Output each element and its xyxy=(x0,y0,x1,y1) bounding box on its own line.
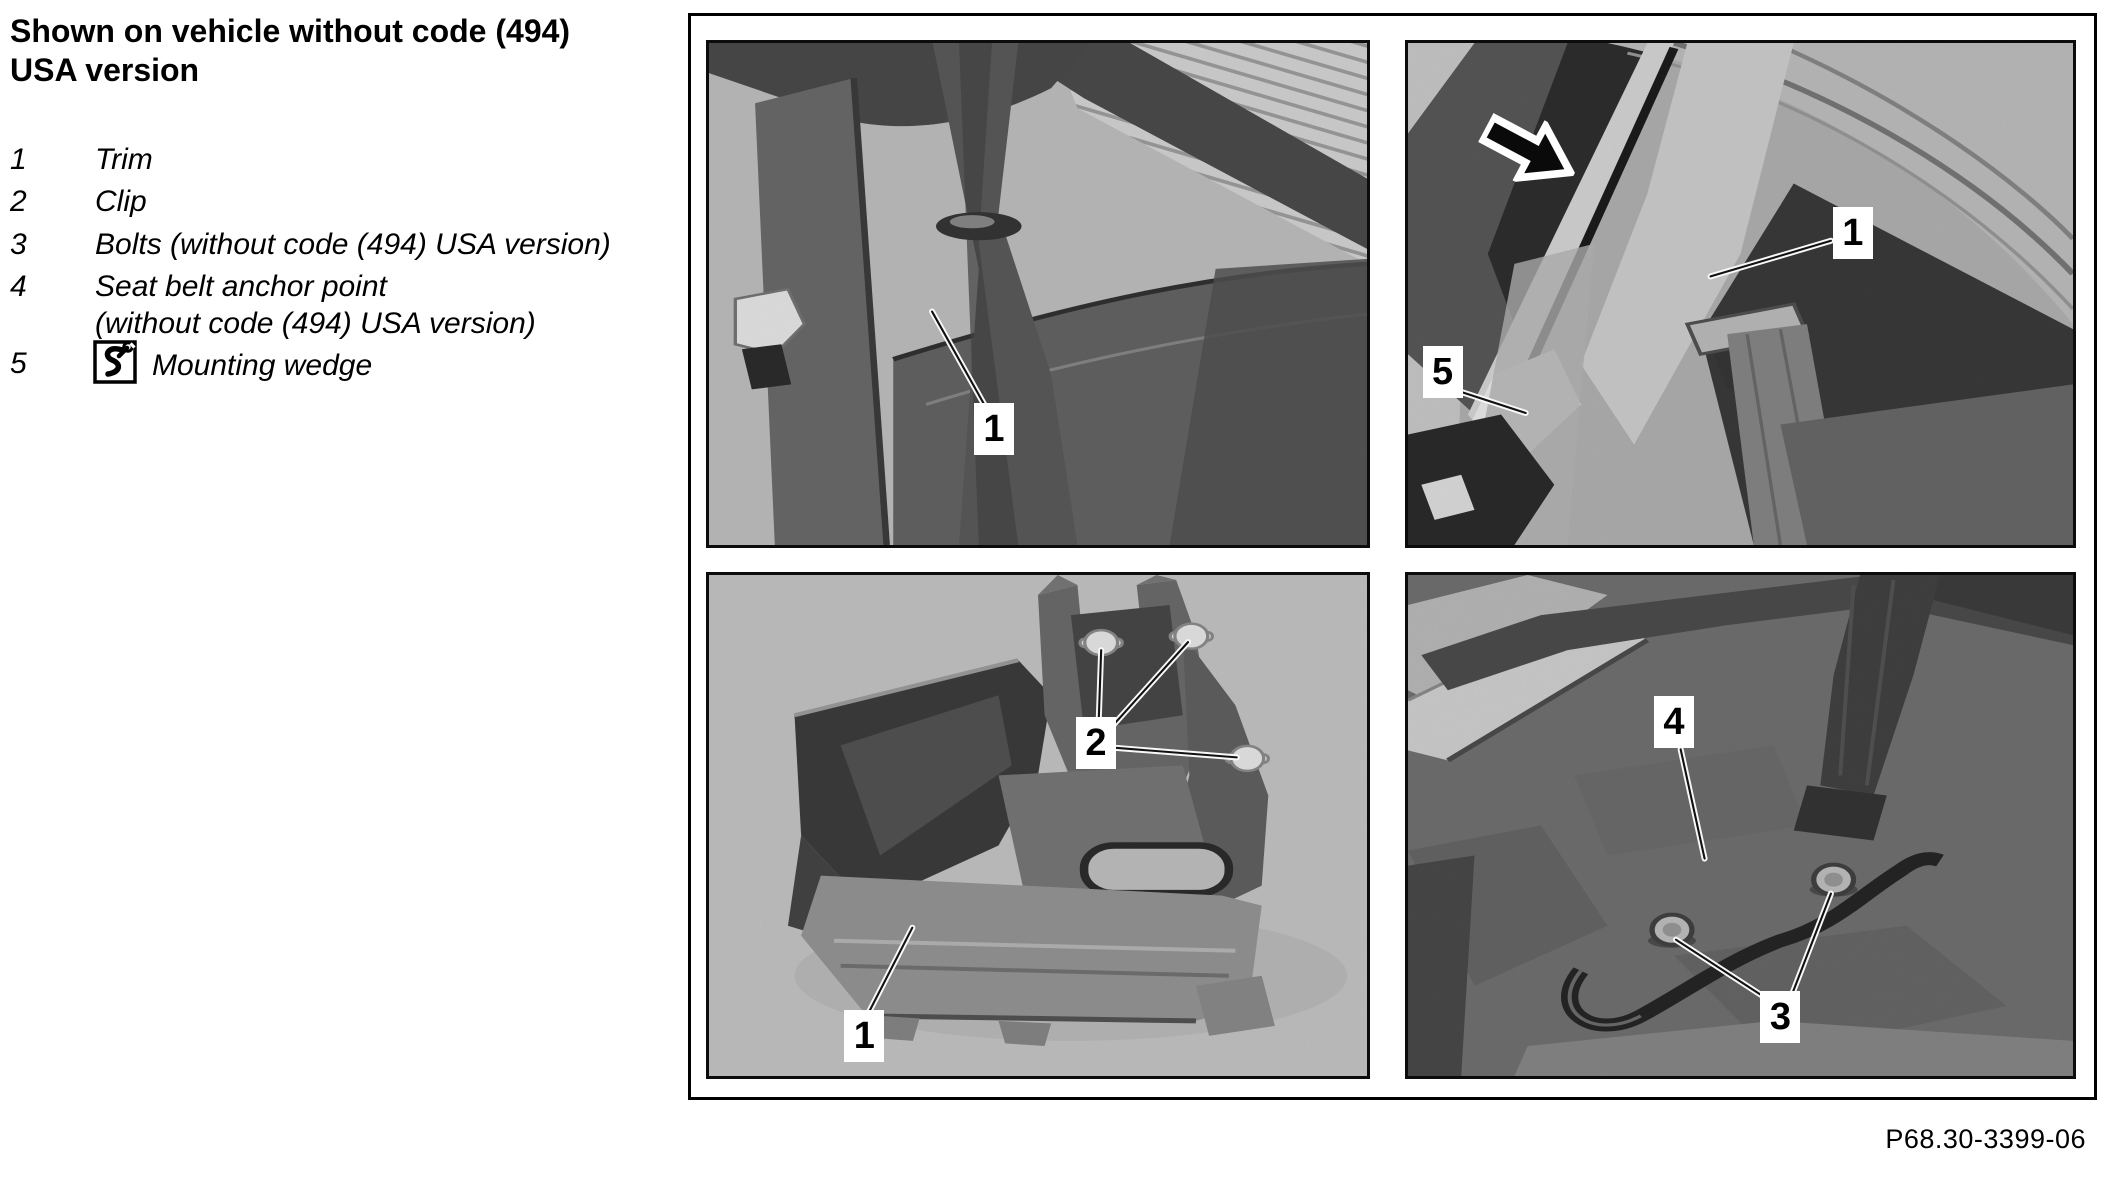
legend-item-4-label: Seat belt anchor point xyxy=(95,270,387,303)
callout-4: 4 xyxy=(1654,696,1694,748)
legend-item-1-number: 1 xyxy=(10,143,27,176)
legend-item-4-number: 4 xyxy=(10,270,27,303)
legend-item-1-label: Trim xyxy=(95,143,153,176)
callout-5: 5 xyxy=(1423,346,1463,398)
page-title xyxy=(10,12,570,90)
photo-top-left xyxy=(706,40,1370,548)
special-tool-icon xyxy=(93,340,137,384)
figure-code: P68.30-3399-06 xyxy=(1885,1124,2086,1154)
legend-item-2-number: 2 xyxy=(10,185,27,218)
callout-1: 1 xyxy=(1833,207,1873,259)
legend-item-3-label: Bolts (without code (494) USA version) xyxy=(95,228,611,261)
page-title-line1: Shown on vehicle without code (494) xyxy=(10,13,571,49)
callout-3: 3 xyxy=(1760,991,1800,1043)
photo-bottom-left xyxy=(706,572,1370,1079)
callout-1: 1 xyxy=(974,403,1014,455)
legend-item-4-label-line2: (without code (494) USA version) xyxy=(95,307,536,340)
legend-item-3-number: 3 xyxy=(10,228,27,261)
photo-bottom-left-illustration xyxy=(709,575,1367,1076)
callout-1: 1 xyxy=(844,1010,884,1062)
photo-bottom-right-illustration xyxy=(1408,575,2073,1076)
photo-bottom-right xyxy=(1405,572,2076,1079)
callout-2: 2 xyxy=(1076,717,1116,769)
legend-item-5-label: Mounting wedge xyxy=(152,349,373,382)
figure-panel xyxy=(688,13,2097,1100)
legend-item-2-label: Clip xyxy=(95,185,147,218)
photo-top-right xyxy=(1405,40,2076,548)
page-title-line2: USA version xyxy=(10,52,200,88)
photo-top-left-illustration xyxy=(709,43,1367,545)
legend-item-5-number: 5 xyxy=(10,347,27,380)
